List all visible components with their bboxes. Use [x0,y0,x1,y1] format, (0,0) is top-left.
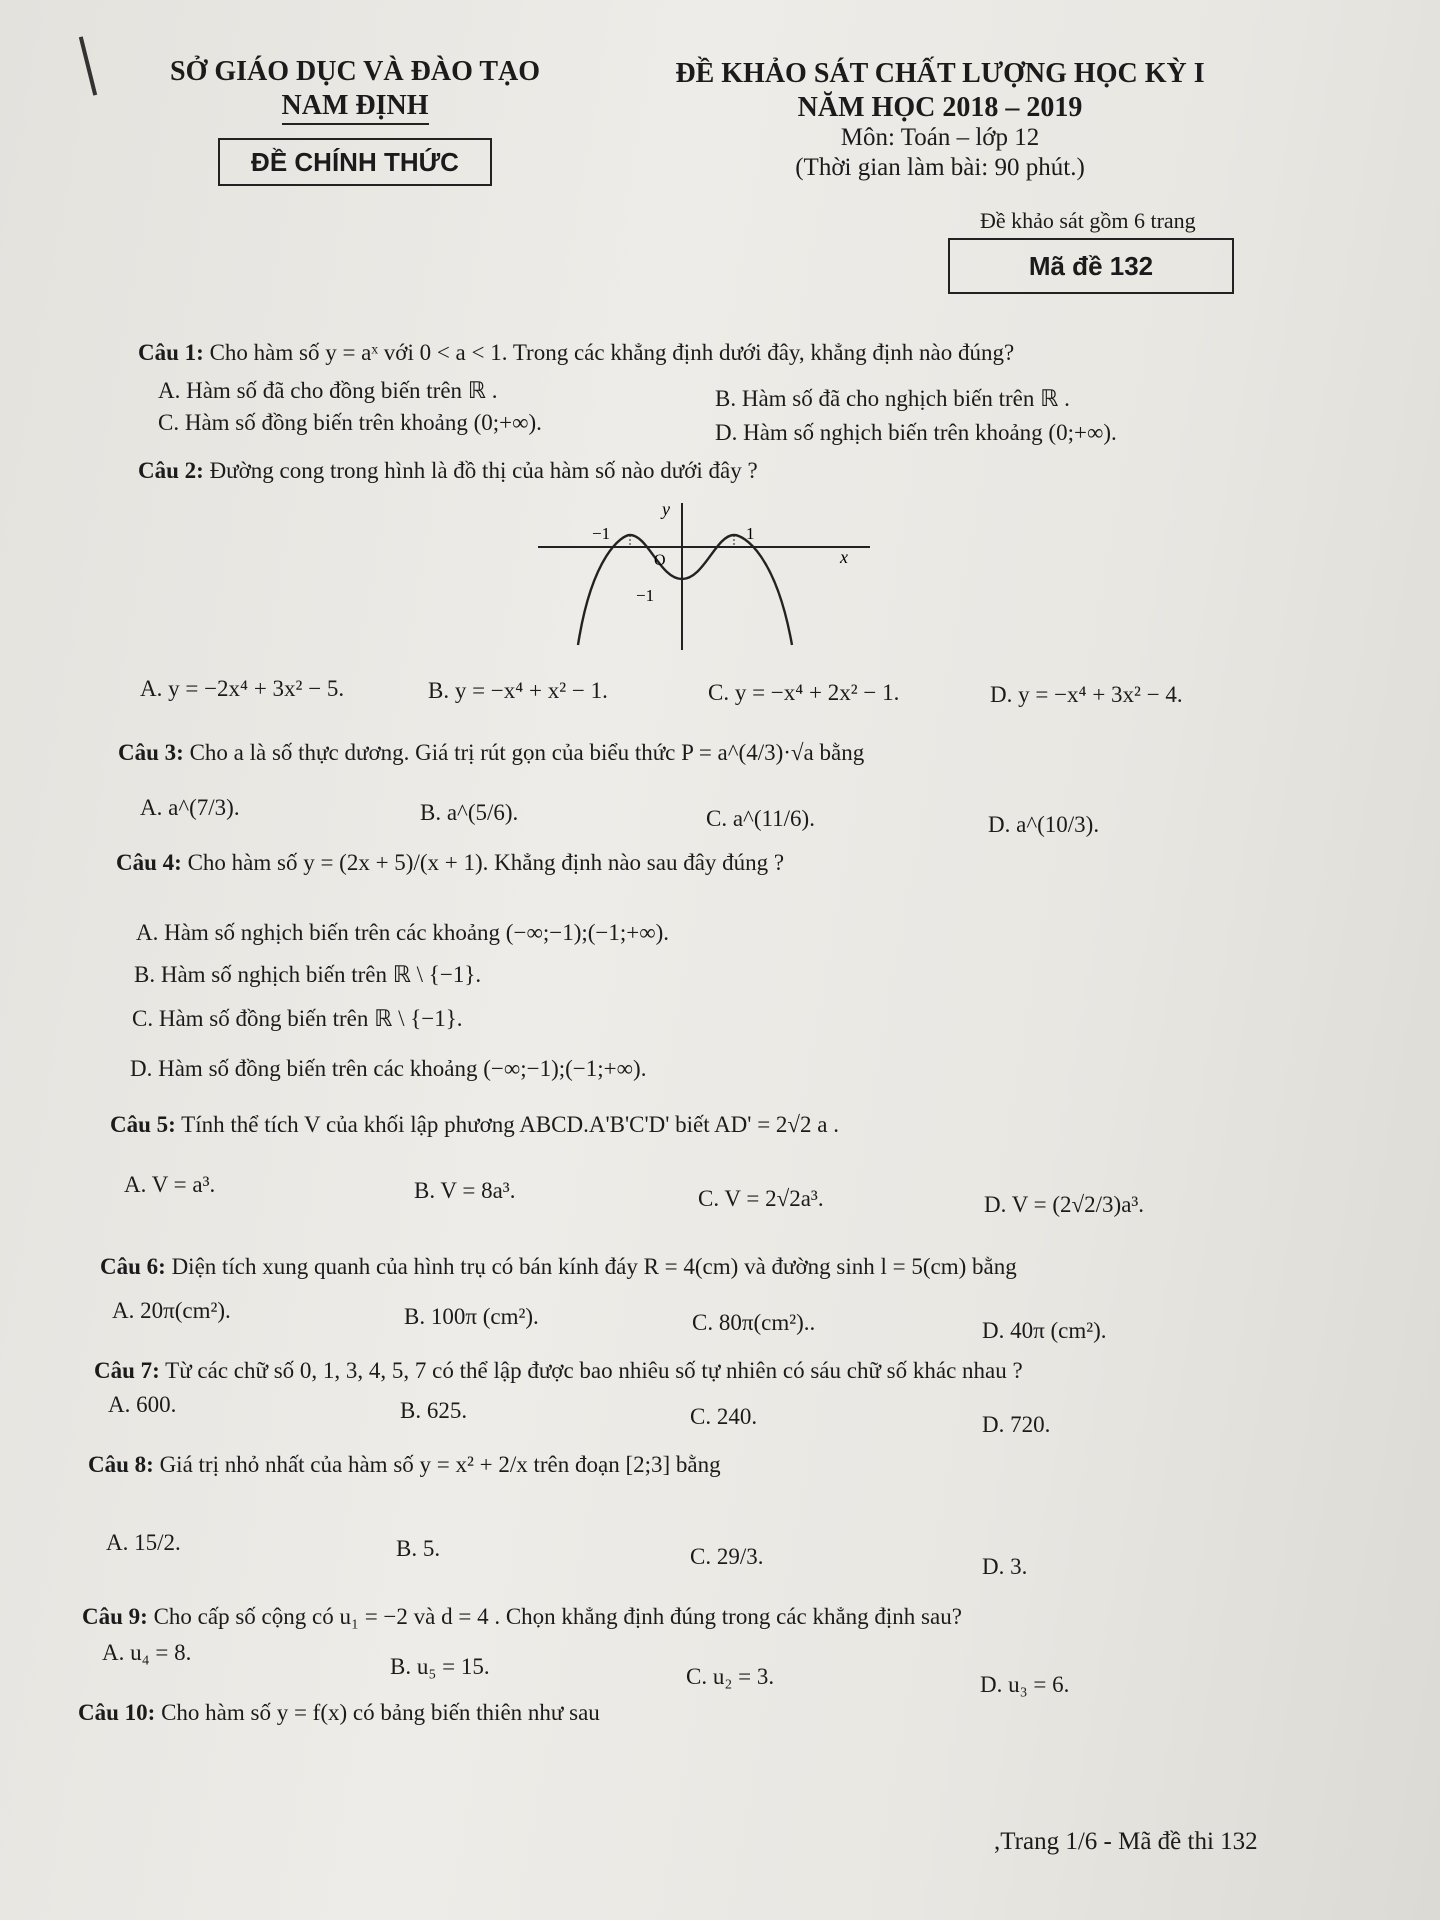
official-exam-box: ĐỀ CHÍNH THỨC [218,138,492,186]
origin-label: O [654,552,666,569]
question-text: Tính thể tích V của khối lập phương ABCD.A'B'C'D' biết AD' = 2√2 a . [181,1112,839,1137]
q7-option-a: A. 600. [108,1392,177,1417]
question-text: Đường cong trong hình là đồ thị của hàm số nào dưới đây ? [209,458,758,483]
function-graph [530,495,890,655]
question-label: Câu 9: [82,1604,148,1629]
q6-option-a: A. 20π(cm²). [112,1298,231,1323]
q3-option-b: B. a^(5/6). [420,800,519,825]
quartic-curve [578,535,792,645]
q6-option-b: B. 100π (cm²). [404,1304,539,1329]
question-text: Diện tích xung quanh của hình trụ có bán kính đáy R = 4(cm) và đường sinh l = 5(cm) bằng [171,1254,1017,1279]
department-name: SỞ GIÁO DỤC VÀ ĐÀO TẠO [170,56,541,87]
q3-option-d: D. a^(10/3). [988,812,1100,837]
question-10 [78,1700,600,1726]
question-label: Câu 6: [100,1254,166,1279]
q1-option-d: D. Hàm số nghịch biến trên khoảng (0;+∞). [715,420,1117,445]
q8-option-b: B. 5. [396,1536,441,1561]
question-label: Câu 3: [118,740,184,765]
question-9 [82,1604,962,1630]
pages-note: Đề khảo sát gồm 6 trang [980,208,1196,233]
q2-option-a: A. y = −2x⁴ + 3x² − 5. [140,676,345,701]
school-year: NĂM HỌC 2018 – 2019 [797,92,1083,123]
q1-option-b: B. Hàm số đã cho nghịch biến trên ℝ . [715,386,1070,411]
question-2 [138,458,758,484]
q2-option-b: B. y = −x⁴ + x² − 1. [428,678,608,703]
q3-option-a: A. a^(7/3). [140,795,240,820]
x-axis-label: x [840,547,848,567]
tick-x-pos1: 1 [746,524,755,543]
q2-option-c: C. y = −x⁴ + 2x² − 1. [708,680,900,705]
question-label: Câu 5: [110,1112,176,1137]
q7-option-d: D. 720. [982,1412,1051,1437]
q9-option-a: A. u₄ = 8. [102,1640,192,1665]
q8-option-c: C. 29/3. [690,1544,764,1569]
page-footer: ,Trang 1/6 - Mã đề thi 132 [994,1828,1258,1855]
question-label: Câu 1: [138,340,204,365]
question-label: Câu 8: [88,1452,154,1477]
question-label: Câu 2: [138,458,204,483]
question-text: Cho cấp số cộng có u₁ = −2 và d = 4 . Chọn khẳng định đúng trong các khẳng định sau? [153,1604,962,1629]
q6-option-c: C. 80π(cm²).. [692,1310,816,1335]
question-4 [116,850,784,876]
question-6 [100,1254,1017,1280]
q4-option-a: A. Hàm số nghịch biến trên các khoảng (−∞;−1);(−1;+∞). [136,920,670,945]
question-7 [94,1358,1023,1384]
q7-option-c: C. 240. [690,1404,758,1429]
q5-option-c: C. V = 2√2a³. [698,1186,824,1211]
tick-x-neg1: −1 [592,524,611,543]
q7-option-b: B. 625. [400,1398,468,1423]
q5-option-b: B. V = 8a³. [414,1178,516,1203]
question-3 [118,740,864,766]
question-text: Cho a là số thực dương. Giá trị rút gọn của biểu thức P = a^(4/3)·√a bằng [189,740,865,765]
province-name-text: NAM ĐỊNH [282,90,429,125]
question-label: Câu 7: [94,1358,160,1383]
y-axis-label: y [662,499,670,519]
question-text: Cho hàm số y = f(x) có bảng biến thiên như sau [161,1700,600,1725]
exam-code-box: Mã đề 132 [948,238,1234,294]
q2-option-d: D. y = −x⁴ + 3x² − 4. [990,682,1183,707]
q4-option-b: B. Hàm số nghịch biến trên ℝ \ {−1}. [134,962,482,987]
province-name [170,90,540,122]
question-label: Câu 4: [116,850,182,875]
q5-option-a: A. V = a³. [124,1172,216,1197]
q5-option-d: D. V = (2√2/3)a³. [984,1192,1145,1217]
question-8 [88,1452,721,1478]
q1-option-c: C. Hàm số đồng biến trên khoảng (0;+∞). [158,410,542,435]
question-label: Câu 10: [78,1700,156,1725]
pen-mark [79,36,97,95]
question-1 [138,340,1014,366]
exam-time: (Thời gian làm bài: 90 phút.) [795,154,1085,181]
q9-option-c: C. u₂ = 3. [686,1664,775,1689]
q8-option-d: D. 3. [982,1554,1028,1579]
exam-title: ĐỀ KHẢO SÁT CHẤT LƯỢNG HỌC KỲ I [675,58,1205,89]
question-text: Cho hàm số y = aˣ với 0 < a < 1. Trong các khẳng định dưới đây, khẳng định nào đúng? [209,340,1015,365]
q1-option-a: A. Hàm số đã cho đồng biến trên ℝ . [158,378,498,403]
q4-option-c: C. Hàm số đồng biến trên ℝ \ {−1}. [132,1006,463,1031]
subject: Môn: Toán – lớp 12 [840,124,1040,151]
q3-option-c: C. a^(11/6). [706,806,815,831]
q9-option-b: B. u₅ = 15. [390,1654,490,1679]
question-5 [110,1112,839,1138]
question-text: Cho hàm số y = (2x + 5)/(x + 1). Khẳng định nào sau đây đúng ? [187,850,785,875]
question-text: Từ các chữ số 0, 1, 3, 4, 5, 7 có thể lập được bao nhiêu số tự nhiên có sáu chữ số khác nhau ? [165,1358,1023,1383]
question-text: Giá trị nhỏ nhất của hàm số y = x² + 2/x trên đoạn [2;3] bằng [159,1452,721,1477]
q6-option-d: D. 40π (cm²). [982,1318,1107,1343]
tick-y-neg1: −1 [636,586,655,605]
q8-option-a: A. 15/2. [106,1530,181,1555]
q9-option-d: D. u₃ = 6. [980,1672,1070,1697]
q4-option-d: D. Hàm số đồng biến trên các khoảng (−∞;−1);(−1;+∞). [130,1056,647,1081]
